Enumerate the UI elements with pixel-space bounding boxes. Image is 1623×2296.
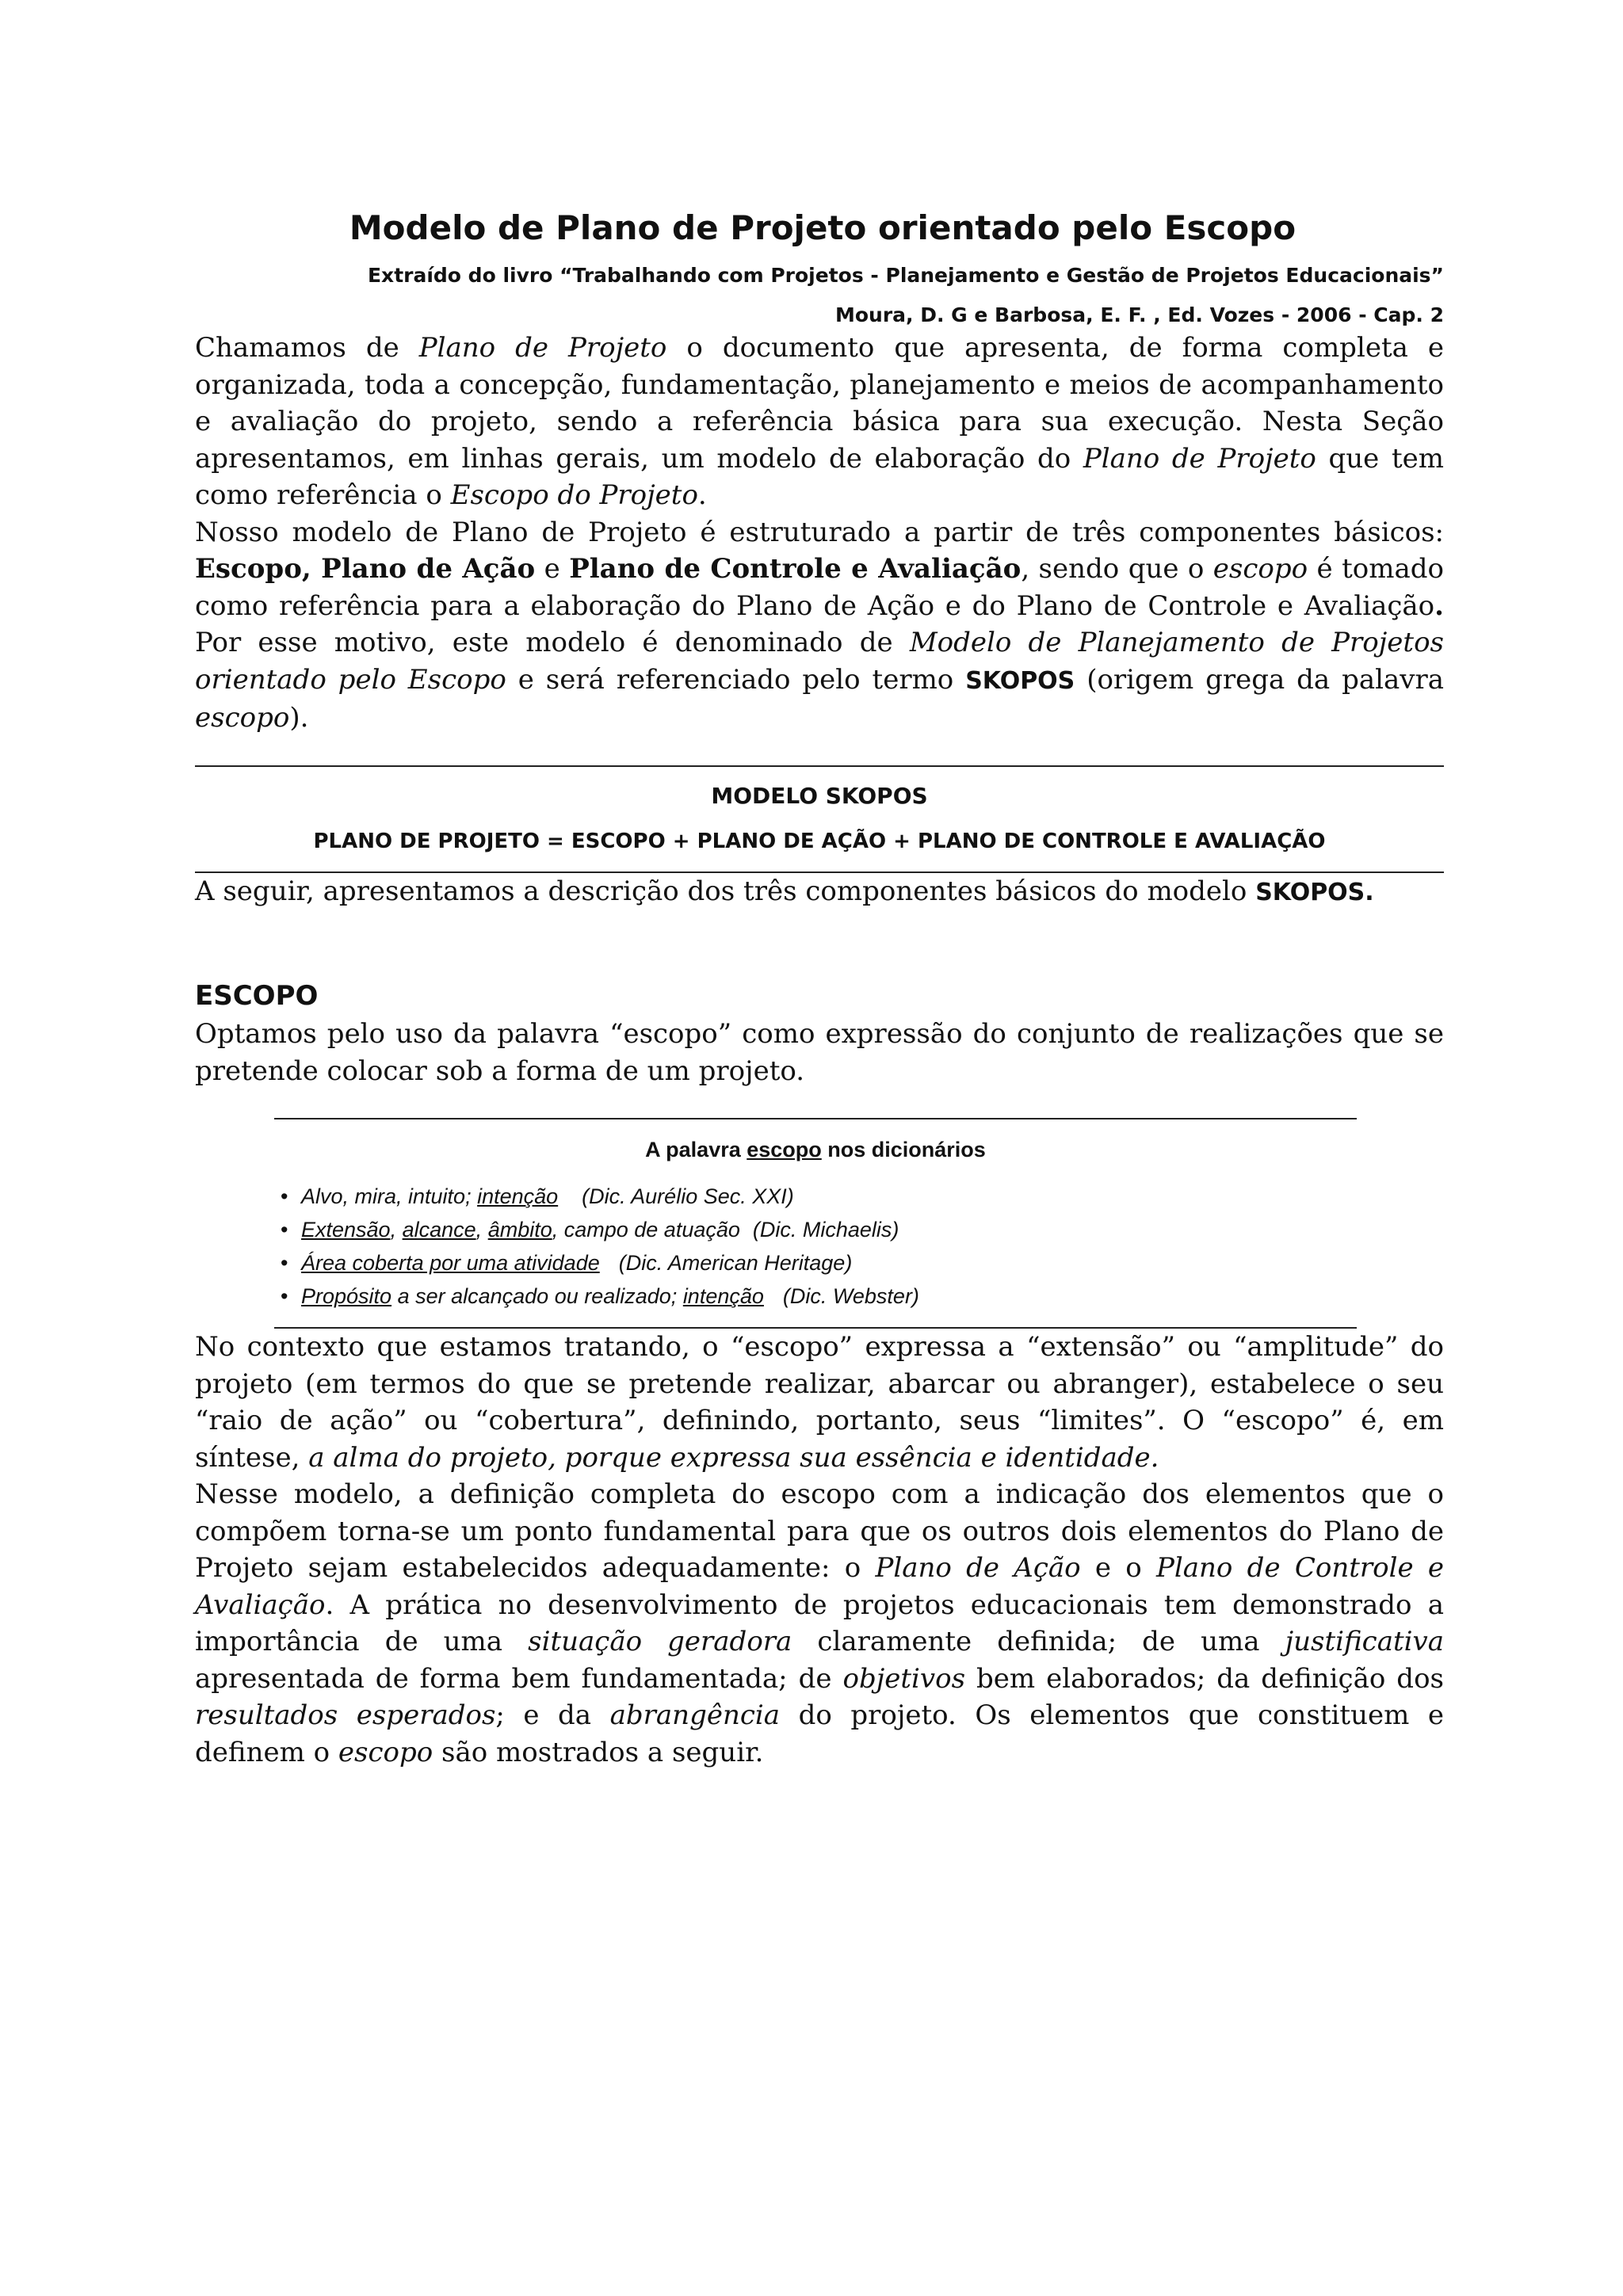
document-title: Modelo de Plano de Projeto orientado pelo Escopo (349, 208, 1296, 247)
bullet-icon: • (281, 1218, 288, 1241)
bullet-icon: • (281, 1184, 288, 1208)
dictionary-title: A palavra escopo nos dicionários (645, 1138, 986, 1161)
dictionary-box (274, 1118, 1357, 1329)
intro-paragraph-1: Chamamos de Plano de Projeto o documento que apresenta, de forma completa e organizada, toda a concepção, fundamentação, planejamento e meios de acompanhamento e avaliação do projeto, sendo a referência básica para sua execução. Nesta Seção apresentamos, em linhas gerais, um modelo de elaboração do Plano de Projeto que tem como referência o Escopo do Projeto. (195, 332, 1444, 511)
source-citation: Extraído do livro “Trabalhando com Projetos - Planejamento e Gestão de Projetos Educacionais” (367, 264, 1444, 287)
intro-paragraph-2: Nosso modelo de Plano de Projeto é estruturado a partir de três componentes básicos: Escopo, Plano de Ação e Plano de Controle e Avaliação, sendo que o escopo é tomado como referência para a elaboração do Plano de Ação e do Plano de Controle e Avaliação. Por esse motivo, este modelo é denominado de Modelo de Planejamento de Projetos orientado pelo Escopo e será referenciado pelo termo SKOPOS (origem grega da palavra escopo). (195, 516, 1445, 734)
list-item: • Extensão, alcance, âmbito, campo de atuação (Dic. Michaelis) (281, 1213, 1357, 1246)
bullet-icon: • (281, 1251, 288, 1275)
section-heading-escopo: ESCOPO (195, 980, 319, 1012)
dictionary-list (274, 1180, 1357, 1313)
components-intro: A seguir, apresentamos a descrição dos três componentes básicos do modelo SKOPOS. (195, 875, 1374, 907)
list-item: • Propósito a ser alcançado ou realizado; intenção (Dic. Webster) (281, 1280, 1357, 1313)
escopo-paragraph-1: Optamos pelo uso da palavra “escopo” como expressão do conjunto de realizações que se pretende colocar sob a forma de um projeto. (195, 1018, 1444, 1087)
skopos-model-box (195, 765, 1444, 873)
skopos-model-title: MODELO SKOPOS (711, 782, 928, 809)
context-paragraph-1: No contexto que estamos tratando, o “escopo” expressa a “extensão” ou “amplitude” do projeto (em termos do que se pretende realizar, abarcar ou abranger), estabelece o seu “raio de ação” ou “cobertura”, definindo, portanto, seus “limites”. O “escopo” é, em síntese, a alma do projeto, porque expressa sua essência e identidade. (195, 1331, 1444, 1474)
list-item: • Alvo, mira, intuito; intenção (Dic. Aurélio Sec. XXI) (281, 1180, 1357, 1213)
context-paragraph-2: Nesse modelo, a definição completa do escopo com a indicação dos elementos que o compõem torna-se um ponto fundamental para que os outros dois elementos do Plano de Projeto sejam estabelecidos adequadamente: o Plano de Ação e o Plano de Controle e Avaliação. A prática no desenvolvimento de projetos educacionais tem demonstrado a importância de uma situação geradora claramente definida; de uma justificativa apresentada de forma bem fundamentada; de objetivos bem elaborados; da definição dos resultados esperados; e da abrangência do projeto. Os elementos que constituem e definem o escopo são mostrados a seguir. (195, 1478, 1444, 1768)
skopos-term: SKOPOS (965, 666, 1075, 695)
skopos-model-formula: PLANO DE PROJETO = ESCOPO + PLANO DE AÇÃO + PLANO DE CONTROLE E AVALIAÇÃO (313, 829, 1326, 853)
bullet-icon: • (281, 1284, 288, 1308)
document-page (195, 206, 1444, 1771)
source-authors: Moura, D. G e Barbosa, E. F. , Ed. Vozes - 2006 - Cap. 2 (834, 303, 1444, 326)
list-item: • Área coberta por uma atividade (Dic. American Heritage) (281, 1246, 1357, 1280)
